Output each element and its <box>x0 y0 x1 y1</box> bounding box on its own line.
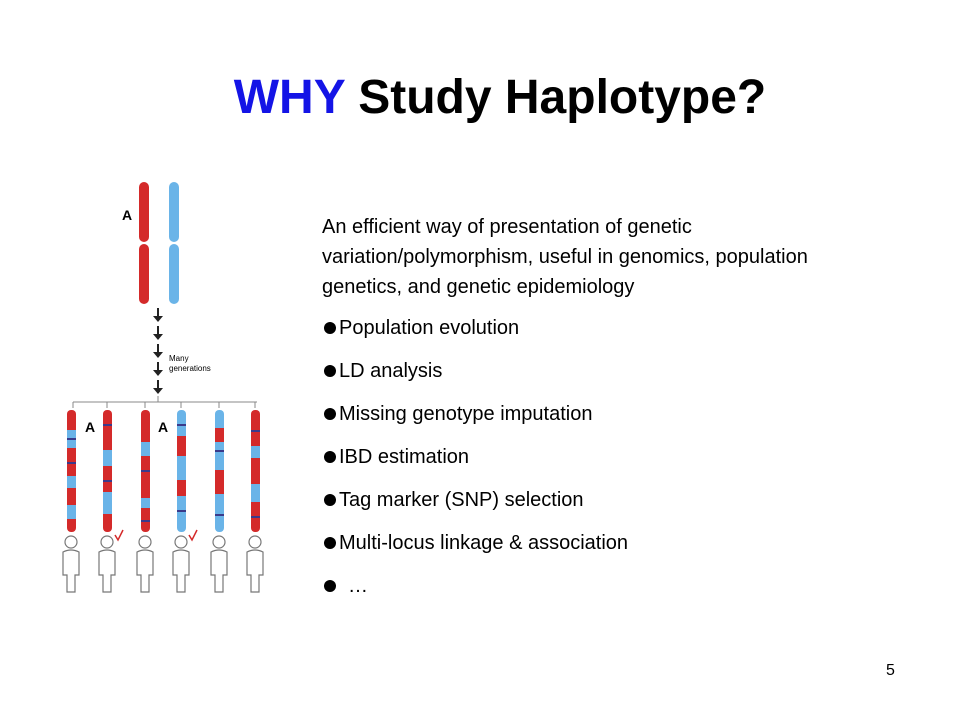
branch-lines <box>73 396 257 408</box>
intro-text: An efficient way of presentation of genetic variation/polymorphism, useful in genomics, population genetics, and genetic epidemiology <box>322 216 808 298</box>
person-6 <box>247 536 263 592</box>
bullet-text: … <box>348 575 368 597</box>
person-3 <box>137 536 153 592</box>
descendant-chromosome-1 <box>67 410 76 532</box>
bullet-item <box>322 399 842 429</box>
bullet-text: Missing genotype imputation <box>339 403 593 425</box>
check-mark-1-icon <box>115 530 123 540</box>
descendant-chromosome-6 <box>251 410 260 532</box>
bullet-item <box>322 356 842 386</box>
bullet-list <box>322 313 842 601</box>
ancestral-blue-lower <box>169 244 179 304</box>
bullet-dot-icon <box>324 580 336 592</box>
bullet-text: Population evolution <box>339 317 520 339</box>
slide-content <box>322 212 842 614</box>
descendant-chromosomes <box>67 410 260 532</box>
bullet-text: LD analysis <box>339 360 443 382</box>
descendant-chromosome-2 <box>103 410 112 532</box>
descendant-chromosome-3 <box>141 410 150 532</box>
bullet-dot-icon <box>324 408 336 420</box>
person-4 <box>173 536 189 592</box>
descendant-chromosome-5 <box>215 410 224 532</box>
slide-title <box>0 70 960 125</box>
ancestral-allele-label: A <box>122 207 133 223</box>
bullet-text: Multi-locus linkage & association <box>339 532 629 554</box>
generation-arrows <box>153 308 163 394</box>
descendant-chromosome-4 <box>177 410 186 532</box>
bullet-dot-icon <box>324 322 336 334</box>
check-mark-2-icon <box>189 530 197 540</box>
bullet-dot-icon <box>324 365 336 377</box>
page-number: 5 <box>886 662 895 679</box>
bullet-item <box>322 571 842 601</box>
ancestral-red-upper <box>139 182 149 242</box>
title-highlight: WHY <box>233 71 345 124</box>
descendant-allele-label-1: A <box>85 419 96 435</box>
arrow-caption-line1: Many <box>169 354 189 363</box>
bullet-text: Tag marker (SNP) selection <box>339 489 584 511</box>
ancestral-chromosomes <box>122 182 179 304</box>
bullet-dot-icon <box>324 451 336 463</box>
bullet-dot-icon <box>324 494 336 506</box>
haplotype-inheritance-figure <box>55 180 270 595</box>
person-1 <box>63 536 79 592</box>
human-figures <box>63 536 263 592</box>
bullet-item <box>322 528 842 558</box>
bullet-item <box>322 442 842 472</box>
title-rest: Study Haplotype? <box>358 71 767 124</box>
check-marks <box>115 530 197 540</box>
bullet-dot-icon <box>324 537 336 549</box>
descendant-allele-label-2: A <box>158 419 169 435</box>
arrow-caption-line2: generations <box>169 364 211 373</box>
person-5 <box>211 536 227 592</box>
bullet-item <box>322 485 842 515</box>
bullet-text: IBD estimation <box>339 446 470 468</box>
bullet-item <box>322 313 842 343</box>
person-2 <box>99 536 115 592</box>
ancestral-blue-upper <box>169 182 179 242</box>
ancestral-red-lower <box>139 244 149 304</box>
